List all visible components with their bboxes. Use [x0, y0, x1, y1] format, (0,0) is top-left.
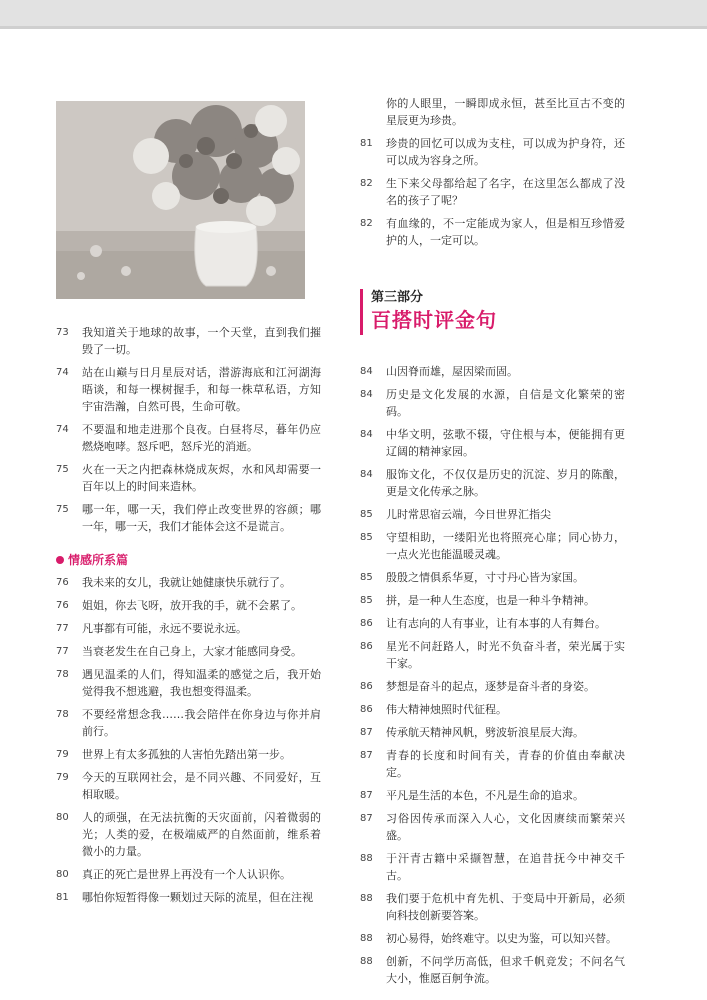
section-heading: 情感所系篇 [56, 551, 321, 568]
list-item: 81 哪怕你短暂得像一颗划过天际的流星，但在注视 [56, 891, 313, 904]
part-heading [360, 289, 625, 335]
list-item: 86 梦想是奋斗的起点，逐梦是奋斗者的身姿。 [360, 680, 595, 693]
list-item: 82 生下来父母都给起了名字，在这里怎么都成了没名的孩子了呢？ [360, 177, 625, 207]
list-item: 88 于汗青古籍中采撷智慧，在追昔抚今中神交千古。 [360, 852, 625, 882]
list-item: 88 初心易得，始终难守。以史为鉴，可以知兴替。 [360, 932, 617, 945]
entries-group-2 [56, 574, 321, 906]
list-item: 74 站在山巅与日月星辰对话，潜游海底和江河湖海晤谈，和每一棵树握手，和每一株草私语，方知宇宙浩瀚，自然可畏，生命可敬。 [56, 366, 321, 413]
top-banner-rule [0, 26, 707, 29]
list-item: 86 伟大精神烛照时代征程。 [360, 703, 507, 716]
list-item: 80 真正的死亡是世界上再没有一个人认识你。 [56, 868, 291, 881]
list-item: 84 中华文明，弦歌不辍，守住根与本，便能拥有更辽阔的精神家园。 [360, 428, 625, 458]
list-item: 75 火在一天之内把森林烧成灰烬，水和风却需要一百年以上的时间来造林。 [56, 463, 321, 493]
list-item: 85 拼，是一种人生态度，也是一种斗争精神。 [360, 594, 595, 607]
list-item: 85 守望相助，一缕阳光也将照亮心扉；同心协力，一点火光也能温暖灵魂。 [360, 531, 625, 561]
list-item: 73 我知道关于地球的故事，一个天堂，直到我们摧毁了一切。 [56, 326, 321, 356]
part-title: 百搭时评金句 [371, 308, 497, 332]
list-item: 79 今天的互联网社会，是不同兴趣、不同爱好，互相取暖。 [56, 771, 321, 801]
list-item: 88 创新，不问学历高低，但求千帆竞发；不问名气大小，惟愿百舸争流。 [360, 955, 625, 985]
left-column [56, 324, 321, 912]
entries-group-1 [56, 324, 321, 535]
bullet-dot-icon [56, 556, 64, 564]
list-item: 你的人眼里，一瞬即成永恒，甚至比亘古不变的星辰更为珍贵。 [386, 97, 625, 127]
list-item: 81 珍贵的回忆可以成为支柱，可以成为护身符，还可以成为容身之所。 [360, 137, 625, 167]
flower-vase-photo [56, 101, 305, 299]
flower-vase-illustration [56, 101, 305, 299]
entries-group-4 [360, 363, 625, 987]
list-item: 82 有血缘的，不一定能成为家人，但是相互珍惜爱护的人，一定可以。 [360, 217, 625, 247]
list-item: 87 习俗因传承而深入人心，文化因赓续而繁荣兴盛。 [360, 812, 625, 842]
list-item: 84 山因脊而雄，屋因梁而固。 [360, 365, 518, 378]
list-item: 79 世界上有太多孤独的人害怕先踏出第一步。 [56, 748, 291, 761]
list-item: 88 我们要于危机中育先机、于变局中开新局，必须向科技创新要答案。 [360, 892, 625, 922]
right-column [360, 95, 625, 993]
list-item: 87 传承航天精神风帆，劈波斩浪星辰大海。 [360, 726, 584, 739]
list-item: 86 星光不问赶路人，时光不负奋斗者，荣光属于实干家。 [360, 640, 625, 670]
list-item: 77 凡事都有可能，永远不要说永远。 [56, 622, 247, 635]
list-item: 80 人的顽强，在无法抗衡的天灾面前，闪着微弱的光；人类的爱，在极端威严的自然面前，维系着微小的力量。 [56, 811, 321, 858]
list-item: 87 平凡是生活的本色，不凡是生命的追求。 [360, 789, 584, 802]
list-item: 76 姐姐，你去飞呀，放开我的手，就不会累了。 [56, 599, 302, 612]
entries-group-3 [360, 95, 625, 249]
top-banner [0, 0, 707, 26]
list-item: 78 遇见温柔的人们，得知温柔的感觉之后，我开始觉得我不想逃避，我也想变得温柔。 [56, 668, 321, 698]
list-item: 86 让有志向的人有事业，让有本事的人有舞台。 [360, 617, 606, 630]
list-item: 78 不要经常想念我……我会陪伴在你身边与你并肩前行。 [56, 708, 321, 738]
list-item: 85 儿时常思宿云端，今日世界汇指尖 [360, 508, 551, 521]
list-item: 75 哪一年，哪一天，我们停止改变世界的容颜；哪一年，哪一天，我们才能体会这不是谎言。 [56, 503, 321, 533]
list-item: 85 殷殷之情俱系华夏，寸寸丹心皆为家国。 [360, 571, 584, 584]
list-item: 84 服饰文化，不仅仅是历史的沉淀、岁月的陈酿，更是文化传承之脉。 [360, 468, 625, 498]
list-item: 77 当衰老发生在自己身上，大家才能感同身受。 [56, 645, 302, 658]
part-label: 第三部分 [371, 290, 424, 305]
list-item: 84 历史是文化发展的水源，自信是文化繁荣的密码。 [360, 388, 625, 418]
list-item: 74 不要温和地走进那个良夜。白昼将尽，暮年仍应燃烧咆哮。怒斥吧，怒斥光的消逝。 [56, 423, 321, 453]
list-item: 76 我未来的女儿，我就让她健康快乐就行了。 [56, 576, 291, 589]
list-item: 87 青春的长度和时间有关，青春的价值由奉献决定。 [360, 749, 625, 779]
